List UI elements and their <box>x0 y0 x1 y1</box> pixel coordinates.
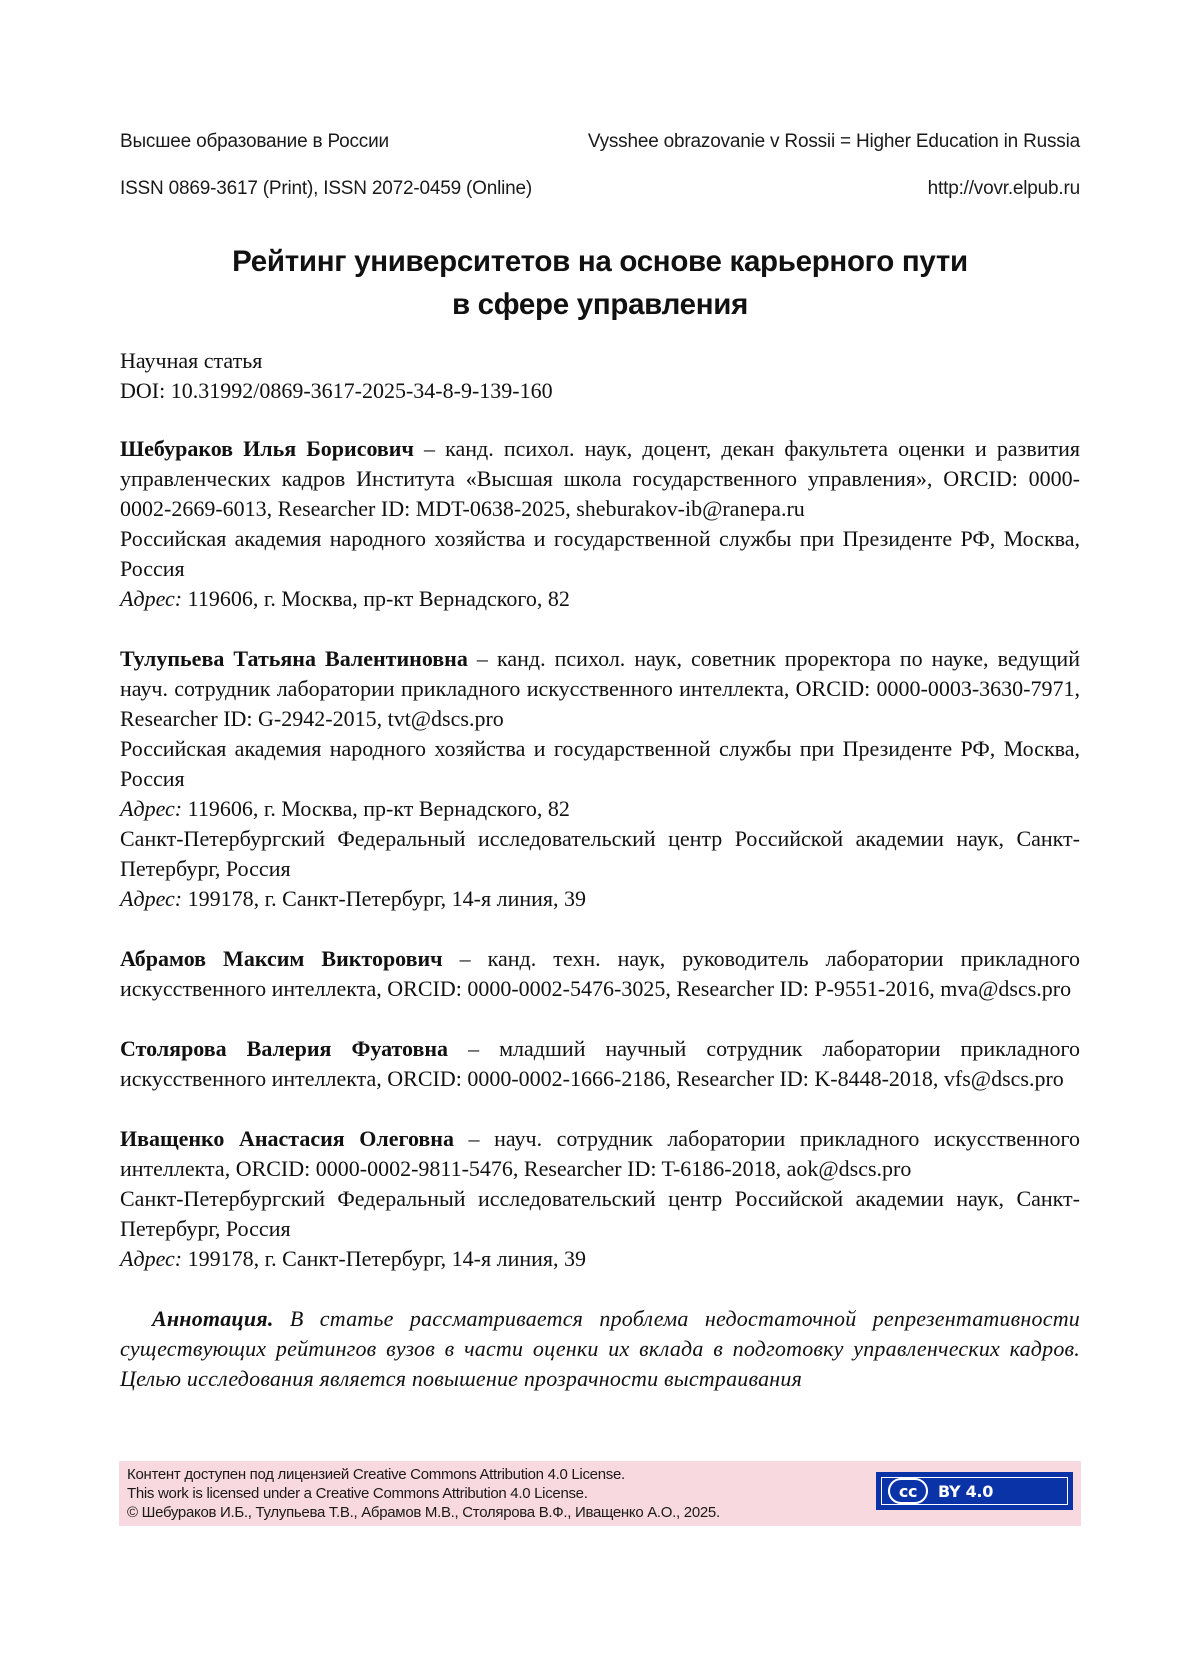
author-info <box>120 1124 1080 1184</box>
affiliation-org: Санкт-Петербургский Федеральный исследовательский центр Российской академии наук, Санкт-Петербург, Россия <box>120 826 1080 881</box>
author-name: Столярова Валерия Фуатовна <box>120 1036 449 1061</box>
issn: ISSN 0869-3617 (Print), ISSN 2072-0459 (Online) <box>120 178 532 199</box>
affiliation-org: Российская академия народного хозяйства и государственной службы при Президенте РФ, Москва, Россия <box>120 736 1080 791</box>
author-credentials: – канд. психол. наук, доцент, декан факультета оценки и развития управленческих кадров Института «Высшая школа государственного управления», ORCID: 0000-0002-2669-6013, Researcher ID: MDT-0638-2025, sheburakov-ib@ranepa.ru <box>120 436 1081 521</box>
address-value: 199178, г. Санкт-Петербург, 14-я линия, 39 <box>182 886 587 911</box>
author-block <box>120 1124 1080 1274</box>
cc-icon: cc <box>888 1478 928 1504</box>
author-info <box>120 644 1080 734</box>
license-line-en: This work is licensed under a Creative Commons Attribution 4.0 License. <box>127 1485 588 1502</box>
author-name: Шебураков Илья Борисович <box>120 436 414 461</box>
title-line-1: Рейтинг университетов на основе карьерного пути <box>232 245 968 278</box>
journal-title-ru: Высшее образование в России <box>120 131 389 152</box>
issn-header <box>120 178 1080 200</box>
author-block <box>120 944 1080 1004</box>
author-credentials: – канд. психол. наук, советник проректора по науке, ведущий науч. сотрудник лаборатории прикладного искусственного интеллекта, ORCID: 0000-0003-3630-7971, Researcher ID: G-2942-2015, tvt@dscs.pro <box>120 646 1080 731</box>
abstract <box>120 1304 1080 1394</box>
copyright-line: © Шебураков И.Б., Тулупьева Т.В., Абрамов М.В., Столярова В.Ф., Иващенко А.О., 2025. <box>127 1504 720 1521</box>
address-label: Адрес: <box>120 586 183 611</box>
author-name: Тулупьева Татьяна Валентиновна <box>120 646 468 671</box>
author-info <box>120 944 1080 1004</box>
doi[interactable]: DOI: 10.31992/0869-3617-2025-34-8-9-139-160 <box>120 378 553 403</box>
author-info <box>120 1034 1080 1094</box>
abstract-label: Аннотация. <box>152 1306 274 1331</box>
affiliation-address <box>120 794 1080 824</box>
address-label: Адрес: <box>120 796 183 821</box>
cc-by-badge[interactable] <box>876 1472 1073 1510</box>
author-name: Абрамов Максим Викторович <box>120 946 443 971</box>
address-value: 199178, г. Санкт-Петербург, 14-я линия, 39 <box>182 1246 587 1271</box>
license-text <box>127 1465 720 1522</box>
author-block <box>120 644 1080 914</box>
address-value: 119606, г. Москва, пр-кт Вернадского, 82 <box>182 796 570 821</box>
author-credentials: – младший научный сотрудник лаборатории прикладного искусственного интеллекта, ORCID: 0000-0002-1666-2186, Researcher ID: K-8448-2018, vfs@dscs.pro <box>120 1036 1080 1091</box>
article-type: Научная статья <box>120 348 263 373</box>
author-credentials: – науч. сотрудник лаборатории прикладного искусственного интеллекта, ORCID: 0000-0002-9811-5476, Researcher ID: T-6186-2018, aok@dscs.pro <box>120 1126 1080 1181</box>
title-line-2: в сфере управления <box>451 288 749 321</box>
author-info <box>120 434 1080 524</box>
license-line-ru: Контент доступен под лицензией Creative Commons Attribution 4.0 License. <box>127 1466 625 1483</box>
cc-license-label: BY 4.0 <box>938 1481 994 1501</box>
author-block <box>120 434 1080 614</box>
abstract-text: В статье рассматривается проблема недостаточной репрезентативности существующих рейтингов вузов в части оценки их вклада в подготовку управленческих кадров. Целью исследования является повышение прозрачности выстраивания <box>120 1306 1080 1391</box>
running-header <box>120 131 1080 153</box>
affiliation-org: Санкт-Петербургский Федеральный исследовательский центр Российской академии наук, Санкт-Петербург, Россия <box>120 1186 1080 1241</box>
author-block <box>120 1034 1080 1094</box>
address-value: 119606, г. Москва, пр-кт Вернадского, 82 <box>182 586 570 611</box>
address-label: Адрес: <box>120 1246 183 1271</box>
author-name: Иващенко Анастасия Олеговна <box>120 1126 454 1151</box>
affiliation-address <box>120 1244 1080 1274</box>
article-title <box>120 240 1080 326</box>
affiliation-address <box>120 584 1080 614</box>
journal-url[interactable]: http://vovr.elpub.ru <box>927 178 1080 199</box>
affiliation-address <box>120 884 1080 914</box>
affiliation-org: Российская академия народного хозяйства и государственной службы при Президенте РФ, Москва, Россия <box>120 526 1080 581</box>
address-label: Адрес: <box>120 886 183 911</box>
license-box <box>119 1461 1081 1526</box>
author-credentials: – канд. техн. наук, руководитель лаборатории прикладного искусственного интеллекта, ORCID: 0000-0002-5476-3025, Researcher ID: P-9551-2016, mva@dscs.pro <box>120 946 1081 1001</box>
article-body <box>120 346 1080 1394</box>
journal-title-en: Vysshee obrazovanie v Rossii = Higher Education in Russia <box>587 131 1080 152</box>
